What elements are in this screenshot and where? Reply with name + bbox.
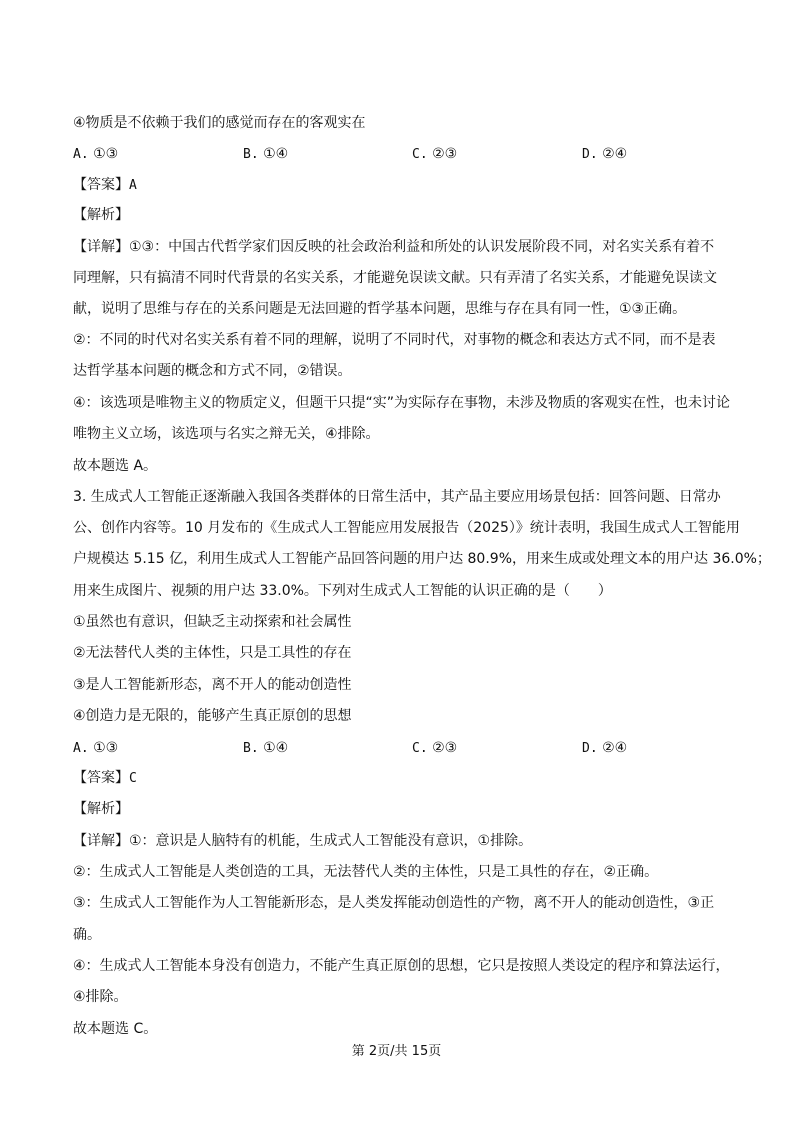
q2-option-d: D. ②④ — [582, 146, 628, 162]
q3-stem-line: 户规模达 5.15 亿，利用生成式人工智能产品回答问题的用户达 80.9%，用来生成或处理文本的用户达 36.0%； — [73, 551, 771, 567]
q3-item-2: ②无法替代人类的主体性，只是工具性的存在 — [73, 645, 352, 661]
q2-option-b: B. ①④ — [243, 146, 289, 162]
q2-analysis-heading: 【解析】 — [73, 207, 129, 223]
q3-explanation-line: ④：生成式人工智能本身没有创造力，不能产生真正原创的思想，它只是按照人类设定的程序和算法运行， — [73, 958, 730, 974]
q2-explanation-line: 达哲学基本问题的概念和方式不同，②错误。 — [73, 363, 352, 379]
q3-conclusion: 故本题选 C。 — [73, 1021, 158, 1037]
q2-explanation-line: 同理解，只有搞清不同时代背景的名实关系，才能避免误读文献。只有弄清了名实关系，才能避免误读文 — [73, 270, 717, 286]
q3-explanation-line: 【详解】①：意识是人脑特有的机能，生成式人工智能没有意识，①排除。 — [73, 833, 533, 849]
q3-option-a: A. ①③ — [73, 740, 119, 756]
q3-option-c: C. ②③ — [412, 740, 458, 756]
q3-stem-line: 公、创作内容等。10 月发布的《生成式人工智能应用发展报告（2025）》统计表明，我国生成式人工智能用 — [73, 520, 740, 536]
q2-explanation-line: 唯物主义立场，该选项与名实之辩无关，④排除。 — [73, 426, 380, 442]
q3-explanation-line: ③：生成式人工智能作为人工智能新形态，是人类发挥能动创造性的产物，离不开人的能动创造性，③正 — [73, 895, 715, 911]
q3-option-b: B. ①④ — [243, 740, 289, 756]
q3-explanation-line: 确。 — [73, 927, 101, 943]
q2-explanation-line: 献，说明了思维与存在的关系问题是无法回避的哲学基本问题，思维与存在具有同一性，①③正确。 — [73, 301, 687, 317]
q3-item-1: ①虽然也有意识，但缺乏主动探索和社会属性 — [73, 614, 352, 630]
q3-item-4: ④创造力是无限的，能够产生真正原创的思想 — [73, 708, 352, 724]
q3-analysis-heading: 【解析】 — [73, 801, 129, 817]
q2-explanation-line: ②：不同的时代对名实关系有着不同的理解，说明了不同时代，对事物的概念和表达方式不同，而不是表 — [73, 332, 716, 348]
q2-answer: 【答案】A — [73, 177, 137, 193]
q3-answer: 【答案】C — [73, 770, 137, 786]
q3-explanation-line: ④排除。 — [73, 989, 128, 1005]
page-number-footer: 第 2页/共 15页 — [351, 1044, 442, 1059]
q2-item-4: ④物质是不依赖于我们的感觉而存在的客观实在 — [73, 115, 366, 131]
q2-option-c: C. ②③ — [412, 146, 458, 162]
q2-option-a: A. ①③ — [73, 146, 119, 162]
q3-stem-line: 用来生成图片、视频的用户达 33.0%。下列对生成式人工智能的认识正确的是（ ） — [73, 583, 612, 599]
q2-explanation-line: ④：该选项是唯物主义的物质定义，但题干只提“实”为实际存在事物，未涉及物质的客观实在性，也未讨论 — [73, 395, 731, 411]
q3-stem-line: 3. 生成式人工智能正逐渐融入我国各类群体的日常生活中，其产品主要应用场景包括：回答问题、日常办 — [73, 489, 721, 505]
q2-conclusion: 故本题选 A。 — [73, 458, 158, 474]
q2-explanation-line: 【详解】①③：中国古代哲学家们因反映的社会政治利益和所处的认识发展阶段不同，对名实关系有着不 — [73, 239, 715, 255]
q3-explanation-line: ②：生成式人工智能是人类创造的工具，无法替代人类的主体性，只是工具性的存在，②正确。 — [73, 864, 659, 880]
q3-item-3: ③是人工智能新形态，离不开人的能动创造性 — [73, 677, 352, 693]
q3-option-d: D. ②④ — [582, 740, 628, 756]
